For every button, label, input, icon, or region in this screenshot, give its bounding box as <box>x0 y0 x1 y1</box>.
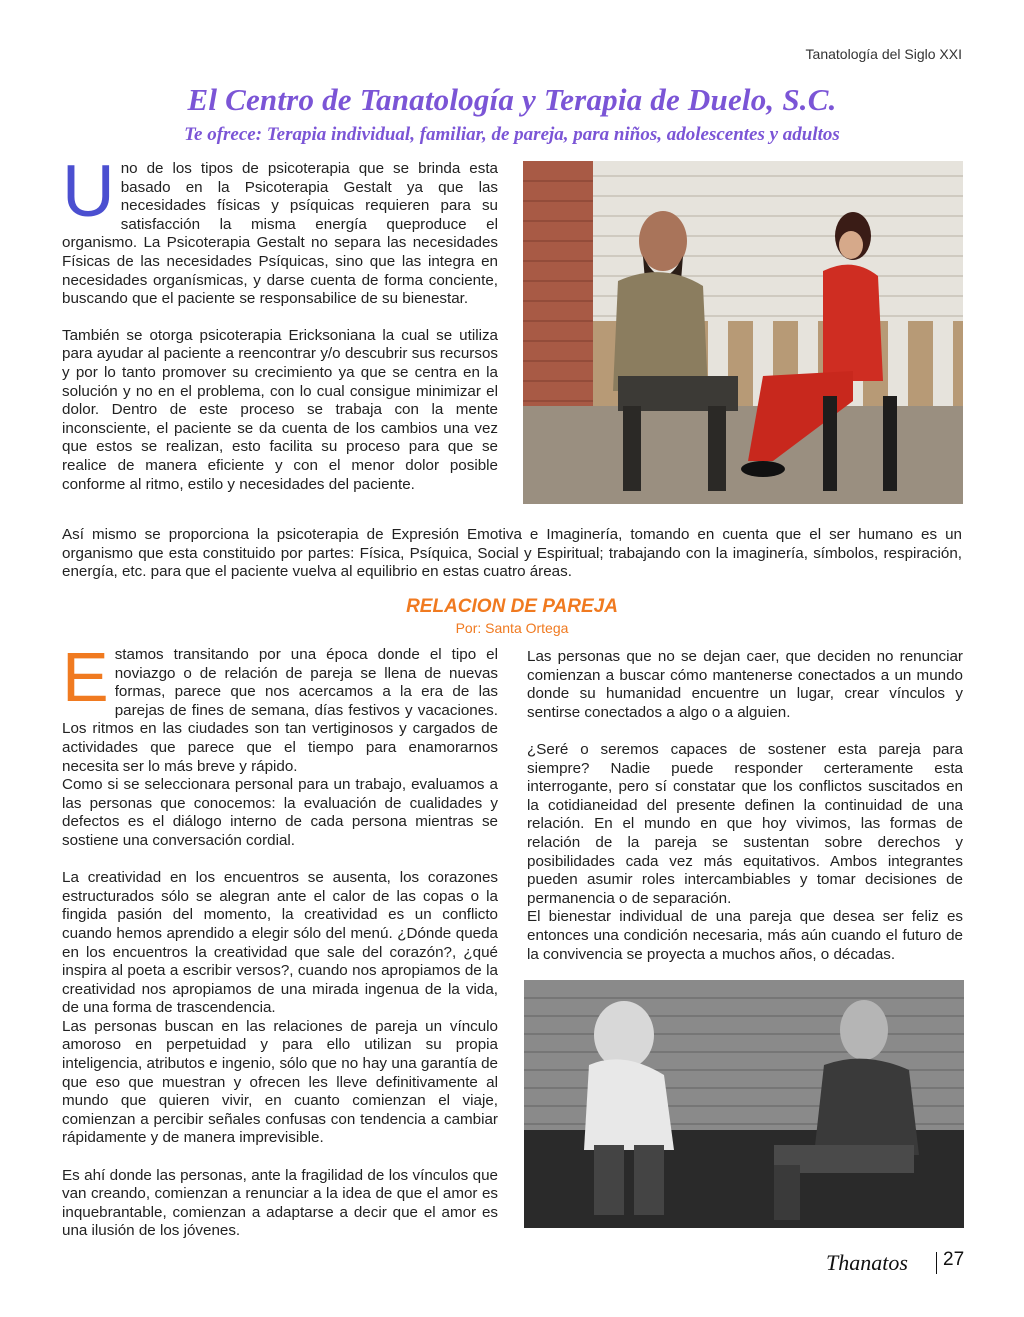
article-paragraph: ¿Seré o seremos capaces de sostener esta pareja para siempre? Nadie puede responder certeramente esta interrogante, pero sí constatar que los conflictos suscitados en la cotidianeidad del presente definen la continuidad de una relación. En el mundo en que hoy vivimos, las formas de relación de la pareja se sustentan sobre derechos y posibilidades cada vez más equitativos. Ambos integrantes pueden asumir roles intercambiables y tomar decisiones de permanencia o de separación. <box>527 740 963 907</box>
page-subtitle: Te ofrece: Terapia individual, familiar, de pareja, para niños, adolescentes y adultos <box>184 124 840 145</box>
page-title: El Centro de Tanatología y Terapia de Duelo, S.C. <box>187 82 837 117</box>
intro-paragraph-2: También se otorga psicoterapia Ericksoniana la cual se utiliza para ayudar al paciente a reencontrar y/o descubrir sus recursos y por lo tanto promover su crecimiento ya que se centra en la solución y no en el problema, con lo cual consigue minimizar el dolor. Dentro de este proceso se trabaja con la mente inconsciente, el paciente se da cuenta de los cambios una vez que estos se realizan, esto facilita su proceso para que se realice de manera eficiente y con el menor dolor posible conforme al ritmo, estilo y necesidades del paciente. <box>62 326 498 493</box>
article-left-column <box>62 638 498 1241</box>
section-byline: Por: Santa Ortega <box>455 620 569 636</box>
intro-paragraph-3: Así mismo se proporciona la psicoterapia de Expresión Emotiva e Imaginería, tomando en cuenta que el ser humano es un organismo que esta constituido por partes: Física, Psíquica, Social y Espiritual; trabajando con la imaginería, símbolos, respiración, energía, etc. para que el paciente vuelva al equilibrio en estas cuatro áreas. <box>62 526 962 581</box>
paragraph-gap <box>62 1148 498 1167</box>
article-paragraph-text: stamos transitando por una época donde el tipo el noviazgo o de relación de pareja se llena de nuevas formas, parece que nos acercamos a la era de las parejas de fines de semana, días festivos y vacaciones. Los ritmos en las ciudades son tan vertiginosos y cargados de actividades que parece que el tiempo para enamorarnos necesita ser lo más breve y rápido. <box>62 646 498 775</box>
intro-paragraph-1 <box>62 151 498 309</box>
article-paragraph <box>62 638 498 776</box>
couple-photo <box>524 980 964 1228</box>
dropcap-u: U <box>62 151 115 232</box>
intro-paragraph-1-text: no de los tipos de psicoterapia que se brinda esta basado en la Psicoterapia Gestalt ya que las necesidades físicas y psíquicas requieren para su satisfacción la misma energía queproduce el organismo. La Psicoterapia Gestalt no separa las necesidades Físicas de las necesidades Psíquicas, sino que las integra en necesidades organísmicas, y darse cuenta de forma conciente, buscando que el paciente se responsabilice de su bienestar. <box>62 160 498 308</box>
article-paragraph: La creatividad en los encuentros se ausenta, los corazones estructurados sólo se alegran ante el calor de las copas o la fingida pasión del momento, la creatividad es un conflicto cuando hemos aprendido a elegir sólo del menú. ¿Dónde queda en los encuentros la creatividad que sale del corazón?, ¿qué inspira al poeta a escribir versos?, cuando nos apropiamos de la creatividad nos apropiamos de una mirada ingenua de la vida, de una forma de trascendencia. <box>62 869 498 1017</box>
page-number: 27 <box>943 1249 965 1270</box>
footer-divider <box>936 1252 937 1274</box>
intro-column <box>62 151 498 512</box>
article-paragraph: Como si se seleccionara personal para un trabajo, evaluamos a las personas que conocemos: la evaluación de cualidades y defectos es el diálogo interno de cada persona mientras se sostiene una conversación cordial. <box>62 776 498 849</box>
magazine-brand: Thanatos <box>826 1250 908 1275</box>
article-paragraph: Es ahí donde las personas, ante la fragilidad de los vínculos que van creando, comienzan a renunciar a la idea de que el amor es inquebrantable, comienzan a adaptarse a decir que el amor es una ilusión de los jóvenes. <box>62 1166 498 1240</box>
paragraph-gap <box>527 722 963 741</box>
running-head: Tanatología del Siglo XXI <box>805 46 962 62</box>
article-paragraph: El bienestar individual de una pareja que desea ser feliz es entonces una condición necesaria, más aún cuando el futuro de la convivencia se proyecta a muchos años, o décadas. <box>527 908 963 963</box>
paragraph-gap <box>62 851 498 870</box>
article-paragraph: Las personas que no se dejan caer, que deciden no renunciar comienzan a buscar cómo mantenerse conectados a un mundo donde su humanidad encuentre un lugar, crear vínculos y sentirse conectados a algo o a alguien. <box>527 648 963 721</box>
section-heading: RELACION DE PAREJA <box>406 596 618 617</box>
article-paragraph: Las personas buscan en las relaciones de pareja un vínculo amoroso en perpetuidad y para ello utilizan su propia inteligencia, atributos e ingenio, sólo que no hay una garantía de que eso que muestran y ofrecen les lleve definitivamente al mundo que quieren vivir, en cuanto comienzan el viaje, comienzan a percibir señales confusas con tendencia a cambiar rápidamente y de manera imprevisible. <box>62 1017 498 1147</box>
dropcap-e: E <box>62 638 109 716</box>
article-right-column <box>527 648 963 964</box>
therapy-session-photo <box>523 161 963 504</box>
